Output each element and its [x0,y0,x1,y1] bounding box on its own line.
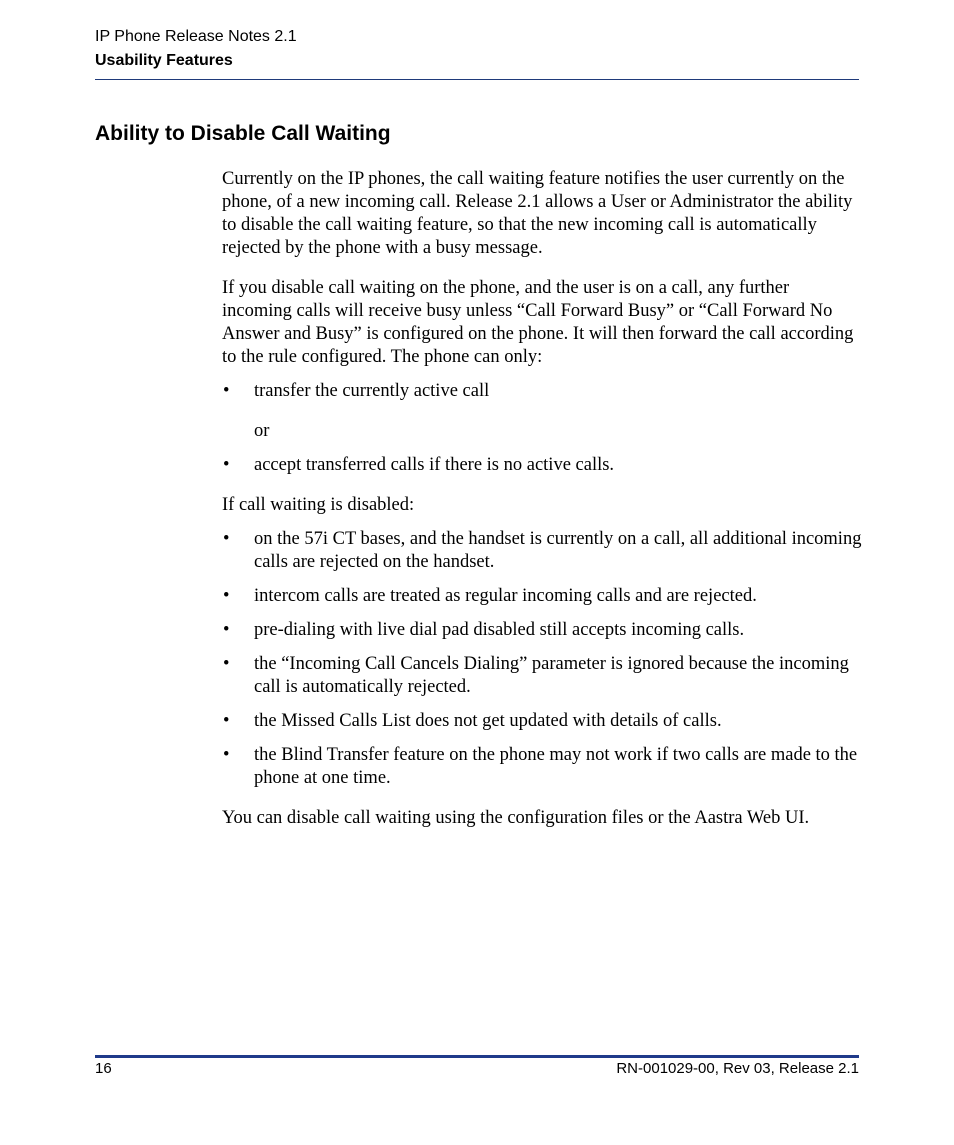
list-item [222,528,862,574]
bullet-icon: • [223,745,230,765]
bullet-icon: • [223,711,230,731]
only-list [222,380,862,403]
list-item [222,653,862,699]
running-header-title: IP Phone Release Notes 2.1 [95,28,297,45]
bullet-icon: • [223,381,230,401]
body-text [222,168,862,847]
footer-rule [95,1055,859,1058]
list-item [222,380,862,403]
list-item [222,454,862,477]
list-item-text: on the 57i CT bases, and the handset is currently on a call, all additional incoming calls are rejected on the handset. [254,529,862,572]
list-item-text: the Blind Transfer feature on the phone may not work if two calls are made to the phone at one time. [254,745,858,788]
only-list-2 [222,454,862,477]
bullet-icon: • [223,654,230,674]
list-item-text: the “Incoming Call Cancels Dialing” parameter is ignored because the incoming call is automatically rejected. [254,654,849,697]
header-rule [95,79,859,80]
list-item-text: accept transferred calls if there is no active calls. [254,455,615,475]
list-item [222,744,862,790]
or-text: or [254,421,270,441]
bullet-icon: • [223,620,230,640]
list-item-text: pre-dialing with live dial pad disabled still accepts incoming calls. [254,620,745,640]
disabled-intro: If call waiting is disabled: [222,495,415,515]
section-heading: Ability to Disable Call Waiting [95,122,391,145]
bullet-icon: • [223,455,230,475]
page-number: 16 [95,1060,112,1077]
list-item [222,619,862,642]
running-header-section: Usability Features [95,52,233,69]
paragraph-intro: Currently on the IP phones, the call waiting feature notifies the user currently on the phone, of a new incoming call. Release 2.1 allows a User or Administrator the ability to disable the call waiting feature, so that the new incoming call is automatically rejected by the phone with a busy message. [222,169,853,258]
closing-paragraph: You can disable call waiting using the configuration files or the Aastra Web UI. [222,808,810,828]
paragraph-behavior: If you disable call waiting on the phone, and the user is on a call, any further incoming calls will receive busy unless “Call Forward Busy” or “Call Forward No Answer and Busy” is configured on the phone. It will then forward the call according to the rule configured. The phone can only: [222,278,854,367]
document-id: RN-001029-00, Rev 03, Release 2.1 [616,1060,859,1077]
list-item [222,585,862,608]
bullet-icon: • [223,529,230,549]
list-item-text: the Missed Calls List does not get updated with details of calls. [254,711,722,731]
list-item-text: transfer the currently active call [254,381,490,401]
list-item-text: intercom calls are treated as regular incoming calls and are rejected. [254,586,757,606]
disabled-list [222,528,862,790]
list-item [222,710,862,733]
bullet-icon: • [223,586,230,606]
